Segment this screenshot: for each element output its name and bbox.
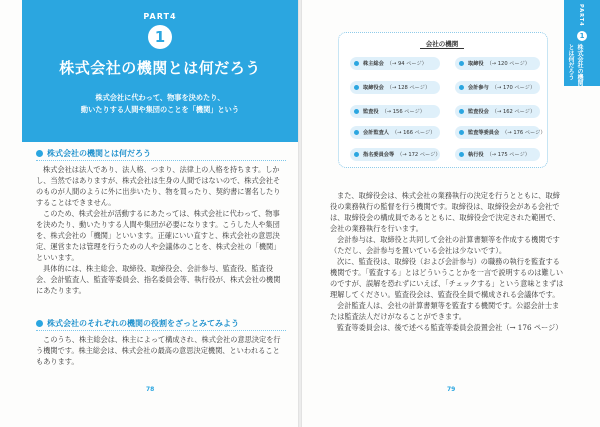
section1-body — [36, 164, 286, 296]
page-number-left: 78 — [146, 386, 155, 393]
bullet-icon — [459, 152, 464, 157]
organ-item-audit-committee: 監査等委員会 （→ 176 ページ） — [455, 126, 540, 139]
subtitle-line: 動いたりする人間や集団のことを「機関」という — [80, 105, 240, 114]
side-tab-title: 株式会社の機関とは何だろう — [567, 44, 583, 86]
paragraph: 会計監査人は、会社の計算書類等を監査する機関です。公認会計士または監査法人だけがなることができます。 — [330, 301, 560, 321]
bullet-icon — [459, 61, 464, 66]
paragraph: 次に、監査役は、取締役（および会計参与）の職務の執行を監査する機関です。「監査する」とはどういうことかを一言で説明するのは難しいのですが、誤解を恐れずにいえば、「チェックする」という意味とまずは理解してください。監査役会は、監査役全員で構成される会議体です。 — [330, 257, 564, 299]
organ-box-title: 会社の機関 — [425, 40, 459, 48]
paragraph: 監査等委員会は、後で述べる監査等委員会設置会社（→ 176 ページ） — [337, 323, 563, 332]
bullet-icon — [36, 320, 43, 327]
bullet-icon — [36, 150, 43, 157]
organ-item-accounting-advisor: 会計参与 （→ 170 ページ） — [455, 81, 540, 94]
section-heading-text: 株式会社の機関とは何だろう — [47, 149, 151, 158]
part-number-badge: 1 — [148, 25, 172, 49]
side-part-number: 1 — [577, 31, 587, 41]
organ-item-executive-officer: 執行役 （→ 175 ページ） — [455, 148, 540, 161]
organ-item-director: 取締役 （→ 120 ページ） — [455, 57, 540, 70]
section-heading-2 — [36, 318, 286, 329]
paragraph: 具体的には、株主総会、取締役、取締役会、会計参与、監査役、監査役会、会計監査人、監査等委員会、指名委員会等、執行役が、株式会社の機関にあたります。 — [36, 264, 281, 295]
chapter-subtitle — [22, 92, 298, 116]
page-number-right: 79 — [447, 386, 456, 393]
bullet-icon — [459, 109, 464, 114]
organ-item-auditor: 監査役 （→ 156 ページ） — [350, 105, 440, 118]
right-page-body — [330, 190, 564, 333]
section2-body — [36, 334, 286, 367]
bullet-icon — [354, 85, 359, 90]
paragraph: 株式会社は法人であり、法人格、つまり、法律上の人格を持ちます。しかし、当然ではありますが、株式会社は生身の人間ではないので、株式会社そのものが人間のように外に出歩いたり、物を買ったり、契約書に署名したりすることはできません。 — [36, 165, 281, 207]
heading-divider — [36, 160, 286, 161]
organ-item-board: 取締役会 （→ 128 ページ） — [350, 81, 440, 94]
bullet-icon — [354, 130, 359, 135]
organ-item-board-of-auditors: 監査役会 （→ 162 ページ） — [455, 105, 540, 118]
part-label: PART4 — [143, 12, 177, 21]
bullet-icon — [459, 130, 464, 135]
bullet-icon — [354, 109, 359, 114]
paragraph: 会計参与は、取締役と共同して会社の計算書類等を作成する機関です（ただし、会計参与を置いている会社は少ないです）。 — [330, 235, 560, 255]
organ-title-underline — [420, 48, 464, 49]
bullet-icon — [459, 85, 464, 90]
paragraph: また、取締役会は、株式会社の業務執行の決定を行うとともに、取締役の業務執行の監督を行う機関です。取締役は、取締役会がある会社では、取締役会の構成員であるとともに、取締役会で決定された範囲で、会社の業務執行を行います。 — [330, 191, 560, 233]
side-tab — [564, 0, 600, 86]
section-heading-text: 株式会社のそれぞれの機関の役割をざっとみてみよう — [47, 319, 239, 328]
paragraph: このうち、株主総会は、株主によって構成され、株式会社の意思決定を行う機関です。株主総会は、株式会社の最高の意思決定機関、といわれることもあります。 — [36, 335, 281, 366]
section-heading-1 — [36, 148, 286, 159]
bullet-icon — [354, 61, 359, 66]
subtitle-line: 株式会社に代わって、物事を決めたり、 — [95, 93, 225, 102]
organ-item-shareholders-meeting: 株主総会 （→ 94 ページ） — [350, 57, 440, 70]
paragraph: このため、株式会社が活動するにあたっては、株式会社に代わって、物事を決めたり、動いたりする人間や集団が必要になります。こうした人や集団を、株式会社の「機関」といいます。正確にいい直すと、株式会社の意思決定、運営または管理を行うための人や会議体のことを、株式会社の「機関」といいます。 — [36, 209, 281, 262]
heading-divider — [36, 330, 286, 331]
chapter-title: 株式会社の機関とは何だろう — [59, 59, 261, 77]
organ-item-accounting-auditor: 会計監査人 （→ 166 ページ） — [350, 126, 440, 139]
side-part-label: PART4 — [578, 4, 584, 27]
organ-item-nominating-committee: 指名委員会等 （→ 172 ページ） — [350, 148, 440, 161]
chapter-header — [22, 0, 298, 142]
bullet-icon — [354, 152, 359, 157]
